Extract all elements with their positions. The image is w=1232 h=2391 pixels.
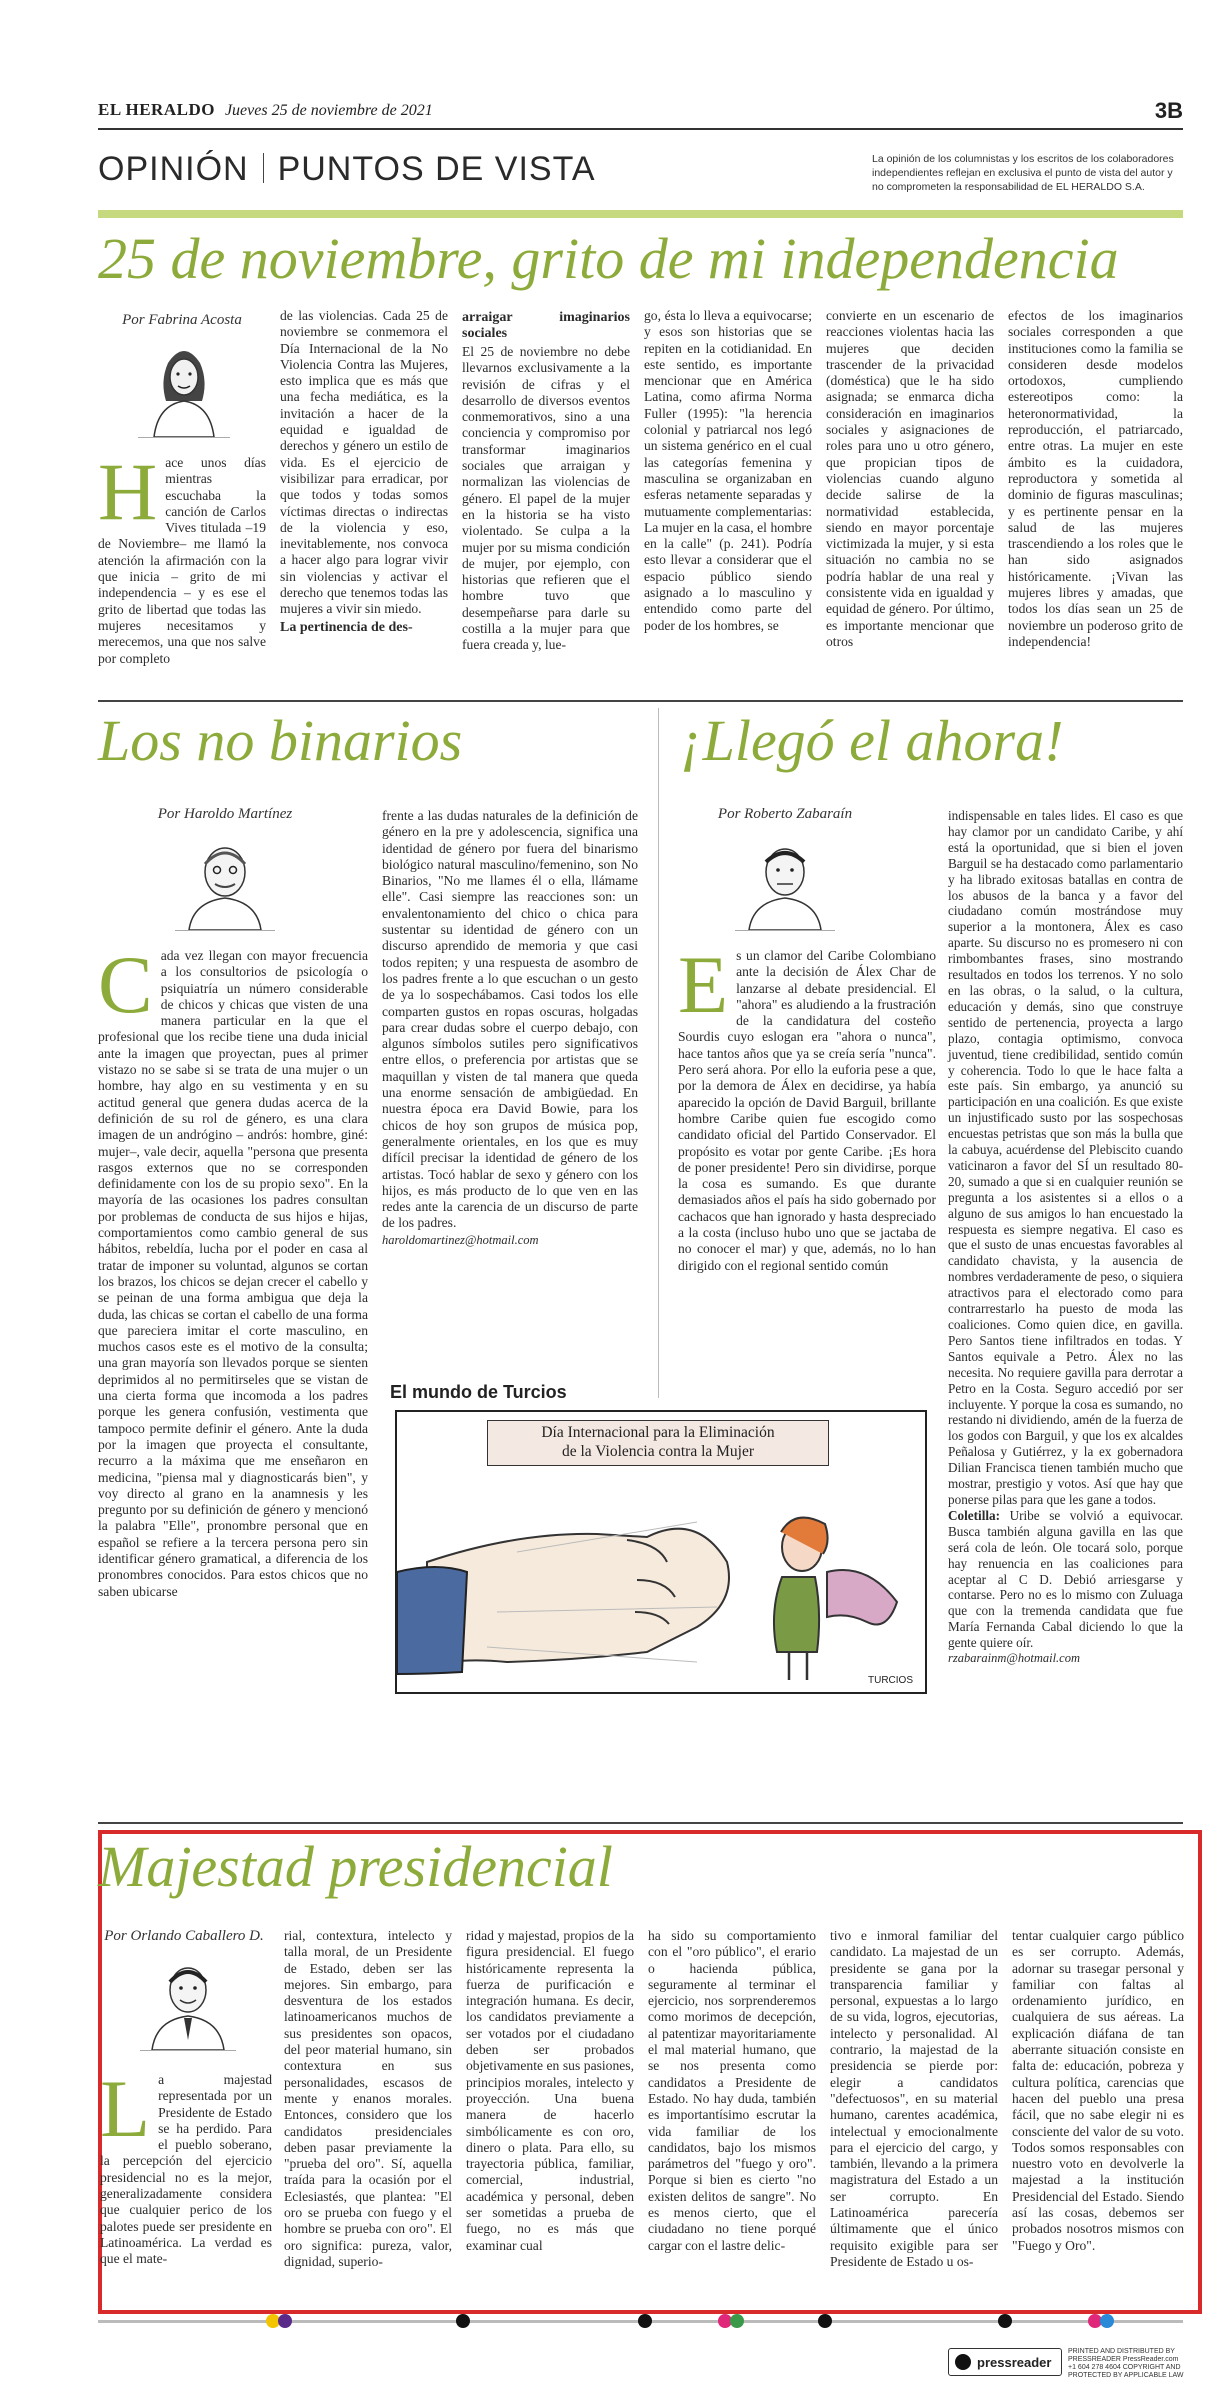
article-column: tentar cualquier cargo público es ser corrupto. Además, adornar su trasegar personal y familiar con faltas al ordenamiento jurídico, en cualquiera de sus aéreas. La explicación diáfana de tan aberrante situación consiste en falta de: educación, pobreza y cultura política, carencias que hacen del pueblo una presa fácil, que no sabe elegir ni es consciente del valor de su voto. Todos somos responsables con nuestro voto en devolverle la majestad a la institución Presidencial del Estado. Siendo así las cosas, debemos ser probados nosotros mismos con "Fuego y Oro". — [1012, 1928, 1184, 2253]
author-sketch-icon — [175, 830, 275, 930]
article-column: La majestad representada por un Presidente de Estado se ha perdido. Para el pueblo soberano, la percepción del ejercicio presidencial no es la mejor, generalizadamente considera que cualquier perico de los palotes puede ser presidente en Latinoamérica. La verdad es que el mate- — [100, 2063, 272, 2267]
cartoon-section-title: El mundo de Turcios — [390, 1382, 567, 1402]
article-column: convierte en un escenario de reacciones violentas hacia las mujeres que deciden trascender de la privacidad (doméstica) que le ha sido asignada; se enmarca dicha consideración en imaginarios sociales y asignaciones de roles para uno u otro género, que propician tipos de violencias cuando alguno decide salirse de la normatividad establecida, siendo en mayor porcentaje victimizada la mujer, y si esta situación no cambia no se podría hablar de una real y consistente vida en igualdad y equidad de género. Por último, es importante mencionar que otros — [826, 308, 994, 649]
article-column: arraigar imaginarios sociales El 25 de noviembre no debe llevarnos exclusivamente a la revisión de cifras y el desarrollo de diversos eventos conmemorativos, sino a una conciencia y compromiso por transformar imaginarios sociales que arraigan y normalizan las violencias de género. El papel de la mujer en la historia se ha visto violentado. Se culpa a la mujer por su misma condición de mujer, por ejemplo, con historias que refieren que el hombre tuvo que desempeñarse para darle su costilla a la mujer para que fuera creada y, lue- — [462, 310, 630, 653]
author-email[interactable]: rzabarainm@hotmail.com — [948, 1651, 1080, 1666]
article-separator — [98, 700, 1183, 702]
masthead — [98, 100, 1183, 126]
pressreader-logo[interactable]: pressreader — [948, 2348, 1062, 2376]
registration-dot — [1100, 2314, 1114, 2328]
article-headline: ¡Llegó el ahora! — [680, 708, 1064, 773]
registration-dot — [998, 2314, 1012, 2328]
article-column: ridad y majestad, propios de la figura presidencial. El fuego históricamente representa la fuerza de purificación e integración humana. Es decir, los candidatos previamente a ser votados por el ciudadano deben ser probados objetivamente en sus pasiones, principios morales, intelecto y proyección. Una buena manera de hacerlo simbólicamente es con oro, dinero o plata. Para ello, su trayectoria pública, familiar, comercial, industrial, académica y personal, deben ser sometidas a prueba de fuego, no es más que examinar cual — [466, 1928, 634, 2253]
registration-dot — [638, 2314, 652, 2328]
article-column: frente a las dudas naturales de la definición de género en la pre y adolescencia, significa una identidad de género por fuera del binarismo biológico natural masculino/femenino, son No Binarios, "No me llames él o ella, llámame elle". Casi siempre las reacciones son: un envalentonamiento del chico o chica para sustentar su identidad de género con un discurso aprendido de memoria y que casi todos repiten; y una respuesta de asombro de los padres frente a lo que escuchan o un gesto de ya lo sospechábamos. Casi todos los elle comparten gustos en ropas oscuras, holgadas para crear dudas sobre el cuerpo debajo, con algunos símbolos sutiles pero significativos entre ellos, o preferencia por artistas que se maquillan y visten de tal manera que queda una enorme sensación de ambigüedad. En nuestra época era David Bowie, para los chicos de hoy son grupos de música pop, generalmente orientales, en los que es muy difícil precisar la identidad de género de los artistas. Tocó hablar de sexo y género con los hijos, es más producto de lo que ven en las redes ante la carencia de un discurso de parte de los padres. haroldomartinez@hotmail.com — [382, 808, 638, 1247]
issue-date: Jueves 25 de noviembre de 2021 — [224, 102, 433, 119]
article-byline: Por Fabrina Acosta — [122, 312, 242, 328]
article-headline: Majestad presidencial — [98, 1834, 613, 1899]
author-sketch-icon — [140, 1950, 236, 2050]
article-subhead: La pertinencia de des- — [280, 619, 413, 635]
article-headline: Los no binarios — [98, 708, 463, 773]
article-column: ha sido su comportamiento con el "oro público", el erario o hacienda pública, seguramente al terminar el ejercicio, nos sorprenderemos como morimos de decepción, al patentizar mayoritariamente el mal material humano, que se nos presenta como candidatos a Presidente de Estado. No hay duda, también es importantísimo escrutar la vida familiar de los candidatos, bajo los mismos parámetros del "fuego y oro". Porque si bien es cierto "no existen delitos de sangre". No es menos cierto, que el ciudadano no tiene porqué cargar con el lastre delic- — [648, 1928, 816, 2253]
page-number: 3B — [1154, 98, 1183, 123]
drop-cap: E — [678, 939, 729, 1030]
author-portrait — [138, 333, 230, 438]
registration-dot — [456, 2314, 470, 2328]
cartoonist-signature: TURCIOS — [868, 1675, 913, 1686]
section-band — [98, 210, 1183, 218]
registration-dot — [278, 2314, 292, 2328]
drop-cap: H — [98, 446, 158, 537]
article-column: de las violencias. Cada 25 de noviembre se conmemora el Día Internacional de la No Violencia Contra las Mujeres, esto implica que es más que una fecha mediática, es la invitación a hacer de la equidad e igualdad de derechos y género un estilo de vida. Es el ejercicio de visibilizar para erradicar, por que todos y todas somos víctimas directas o indirectas de la violencia y eso, inevitablemente, nos convoca a hacer algo para lograr vivir sin violencias y activar el derecho que tenemos todas las mujeres a vivir sin miedo. La pertinencia de des- — [280, 308, 448, 635]
article-column: go, ésta lo lleva a equivocarse; y esos son historias que se repiten en la cotidianidad. En este sentido, es importante mencionar que en América Latina, como afirma Norma Fuller (1995): "la herencia colonial y patriarcal nos legó un sistema genérico en el cual las categorías femenina y masculina se organizaban en esferas netamente separadas y mutuamente complementarias: La mujer en la casa, el hombre en la calle" (p. 241). Podría esto llevar a considerar que el espacio público siendo asignado a lo masculino y entendido como parte del poder de los hombres, se — [644, 308, 812, 633]
registration-dot — [818, 2314, 832, 2328]
article-column: tivo e inmoral familiar del candidato. La majestad de un presidente se gana por la transparencia familiar y personal, expuestas a lo largo de su vida, logros, ejecutorias, intelecto y personalidad. Al contrario, la majestad de la presidencia se pierde por: elegir a candidatos "defectuosos", en su material humano, carentes académica, intelectual y emocionalmente para el ejercicio del cargo, y también, llevando a la primera magistratura del Estado a un ser corrupto. En Latinoamérica parecería últimamente que el único requisito exigible para ser Presidente de Estado u os- — [830, 1928, 998, 2269]
coletilla-label: Coletilla: — [948, 1507, 1001, 1523]
editorial-disclaimer: La opinión de los columnistas y los escritos de los colaboradores independientes reflejan en exclusiva el punto de vista del autor y no comprometen la responsabilidad de EL HERALDO S.A. — [872, 153, 1174, 193]
article-headline: 25 de noviembre, grito de mi independencia — [98, 226, 1119, 291]
print-notice: PRINTED AND DISTRIBUTED BY PRESSREADER PressReader.com +1 604 278 4604 COPYRIGHT AND PROTECTED BY APPLICABLE LAW — [1068, 2348, 1184, 2379]
cartoon-illustration — [397, 1412, 925, 1692]
article-separator — [98, 1822, 1183, 1824]
newspaper-name: EL HERALDO — [98, 100, 215, 119]
article-column: rial, contextura, intelecto y talla moral, de un Presidente de Estado, deben ser las mejores. Sin embargo, para desventura de los estados latinoamericanos muchos de sus presidentes son opacos, del peor material humano, sin contextura en sus personalidades, escasos de mente y enanos morales. Entonces, considero que los candidatos presidenciales deben pasar previamente la "prueba del oro". Sí, aquella traída para la ocasión por el Eclesiastés, que plantea: "El oro se prueba con fuego y el hombre se prueba con oro". El oro significa: pureza, valor, dignidad, superio- — [284, 1928, 452, 2269]
drop-cap: C — [98, 939, 153, 1030]
author-portrait — [140, 1950, 236, 2051]
article-byline: Por Roberto Zabaraín — [717, 806, 853, 822]
column-divider — [658, 708, 659, 1398]
author-portrait — [735, 830, 835, 931]
section-header — [98, 150, 596, 189]
article-column: Hace unos días mientras escuchaba la canción de Carlos Vives titulada –19 de Noviembre– me llamó la atención la afirmación con la que inicia – grito de mi independencia – y es ese el grito de libertad que todas las mujeres necesitamos y merecemos, una que nos salve por completo — [98, 446, 266, 666]
article-byline: Por Haroldo Martínez — [157, 806, 293, 822]
masthead-rule — [98, 128, 1183, 130]
author-sketch-icon — [138, 333, 230, 437]
cartoon-caption: Día Internacional para la Eliminación de la Violencia contra la Mujer — [487, 1420, 829, 1466]
article-column: efectos de los imaginarios sociales corresponden a que instituciones como la familia se consideren desde modelos ortodoxos, cumpliendo estereotipos como: la heteronormatividad, la reproducción, el patriarcado, entre otras. La mujer en este ámbito es la cuidadora, reproductora y sometida al dominio de figuras masculinas; y es pertinente pensar en la salud de las mujeres trascendiendo a los roles que le han sido asignados históricamente. ¡Vivan las mujeres libres y amadas, que todos los días sean un 25 de noviembre un poderoso grito de independencia! — [1008, 308, 1183, 649]
drop-cap: L — [100, 2063, 151, 2154]
registration-line — [98, 2320, 1183, 2323]
section-subtitle: PUNTOS DE VISTA — [277, 150, 596, 188]
cartoon-panel — [395, 1410, 927, 1694]
author-sketch-icon — [735, 830, 835, 930]
pressreader-icon — [955, 2354, 971, 2370]
article-byline: Por Orlando Caballero D. — [104, 1928, 264, 1944]
section-title: OPINIÓN — [98, 150, 249, 188]
pressreader-footer — [948, 2346, 1188, 2378]
author-email[interactable]: haroldomartinez@hotmail.com — [382, 1232, 539, 1247]
section-divider — [263, 153, 264, 183]
article-column: Es un clamor del Caribe Colombiano ante la decisión de Álex Char de lanzarse al debate presidencial. El "ahora" es aludiendo a la frustración de la candidatura del costeño Sourdis cuyo eslogan era "ahora o nunca", hace tantos años que ya se creía sería "nunca". Pero será ahora. Por ello la euforia pese a que, por la demora de Álex en decidirse, ya había aparecido la opción de David Barguil, brillante hombre Caribe quien fue escogido como candidato oficial del Partido Conservador. El propósito es votar por gente Caribe. ¡Es hora de poner presidente! Pero sin dividirse, porque la cosa es sumando. Es que durante demasiados años el país ha sido gobernado por cachacos que han ignorado y hasta despreciado a la costa (incluso hubo uno que se jactaba de no conocer el mar) y que, además, no lo han dirigido con el regional sentido común — [678, 939, 936, 1273]
registration-dot — [730, 2314, 744, 2328]
article-column: indispensable en tales lides. El caso es que hay clamor por un candidato Caribe, y ahí está la oportunidad, que si bien el joven Barguil se ha destacado como parlamentario y ha librado exitosas batallas en contra de los abusos de la banca y a favor del ciudadano común mostrándose muy superior a la montonera, Álex es caso aparte. Su discurso no es promesero ni con rimbombantes frases, sino mostrando resultados en todos los terrenos. Y no solo en las obras, o la salud, o la cultura, educación y demás, sino que construye sentido de pertenencia, proyecta a largo plazo, contagia optimismo, convoca juventud, tiene credibilidad, sentido común y coherencia. Todo lo que le hace falta a este país. Sin embargo, ya anunció su participación en una coalición. Es que existe un injustificado susto por las sospechosas encuestas petristas que son más la bulla que la cabuya, acuérdense del Plebiscito cuando vaticinaron a favor del SÍ un resultado 80-20, sumado a que si en cualquier reunión se pregunta a los asistentes si a ellos o a alguno de sus amigos lo han encuestado la respuesta es siempre negativa. El caso es que el susto de unas encuestas favorables al candidato chavista, y la ausencia de nombres verdaderamente de peso, o siquiera atractivos para el electorado como para contrarrestarlo ha puesto de moda las coaliciones. Como quien dice, en gavilla. Pero Santos tiene infiltrados en todas. Y Santos equivale a Petro. Álex no las necesita. No requiere gavilla para derrotar a Petro en la Costa. Seguro accedió por ser incluyente. Y porque la cosa es sumando, no restando ni dividiendo, amén de la fuerza de los godos con Barguil, y que los ex alcaldes Peñalosa y Gutiérrez, y la ex gobernadora Dilian Francisca tienen también mucho que mostrar, prestigio y votos. Así que hay que ponerse pilas para que les gane a todos. Coletilla: Uribe se volvió a equivocar. Busca también alguna gavilla en las que será cola de león. Ole tocará solo, porque hay renuencia en las coaliciones para aceptar al C D. Debió arriesgarse y contarse. Pero no es lo mismo con Zuluaga que con la tremenda candidata que fue María Fernanda Cabal diciendo lo que la gente quiere oír. rzabarainm@hotmail.com — [948, 808, 1183, 1666]
author-portrait — [175, 830, 275, 931]
article-subhead: arraigar imaginarios sociales — [462, 310, 630, 341]
article-column: Cada vez llegan con mayor frecuencia a los consultorios de psicología o psiquiatría un número considerable de chicos y chicas que visten de una manera particular en la que el profesional que los recibe tiene una duda inicial ante la imagen que proyectan, pues al primer vistazo no se sabe si se trata de una mujer o un hombre, hay algo en su vestimenta y en su actitud general que genera dudas acerca de la definición de su rol de género, es una clara imagen de un andrógino – andrós: hombre, giné: mujer–, vale decir, aquella "persona que presenta rasgos externos que no se corresponden definidamente con los de su propio sexo". En la mayoría de las ocasiones los padres consultan por problemas de conducta de sus hijos e hijas, comportamientos como cambio general de sus hábitos, rebeldía, lucha por el poder en casa al tratar de imponer su voluntad, algunos se cortan los brazos, los chicos se dejan crecer el cabello y se peinan de una forma ambigua que deja la duda, las chicas se cortan el cabello de una forma que pareciera imitar el corte masculino, en muchos casos este es el motivo de la consulta; una gran mayoría son llevados porque se sienten deprimidos al no permitirseles que se vistan de una cierta forma que incomoda a los padres porque les genera confusión, vestimenta que tampoco permite definir el género. Ante la duda por la imagen que proyecta el consultante, recurro a la máxima que me enseñaron en medicina, "piensa mal y diagnosticarás bien", y voy directo al grano en la anamnesis y les pregunto por su definición de género y mencionó la palabra "Elle", pronombre personal que en español se refiere a la tercera persona pero sin identificar género gramatical, a diferencia de los pronombres conocidos. Para estos chicos que no saben ubicarse — [98, 939, 368, 1599]
